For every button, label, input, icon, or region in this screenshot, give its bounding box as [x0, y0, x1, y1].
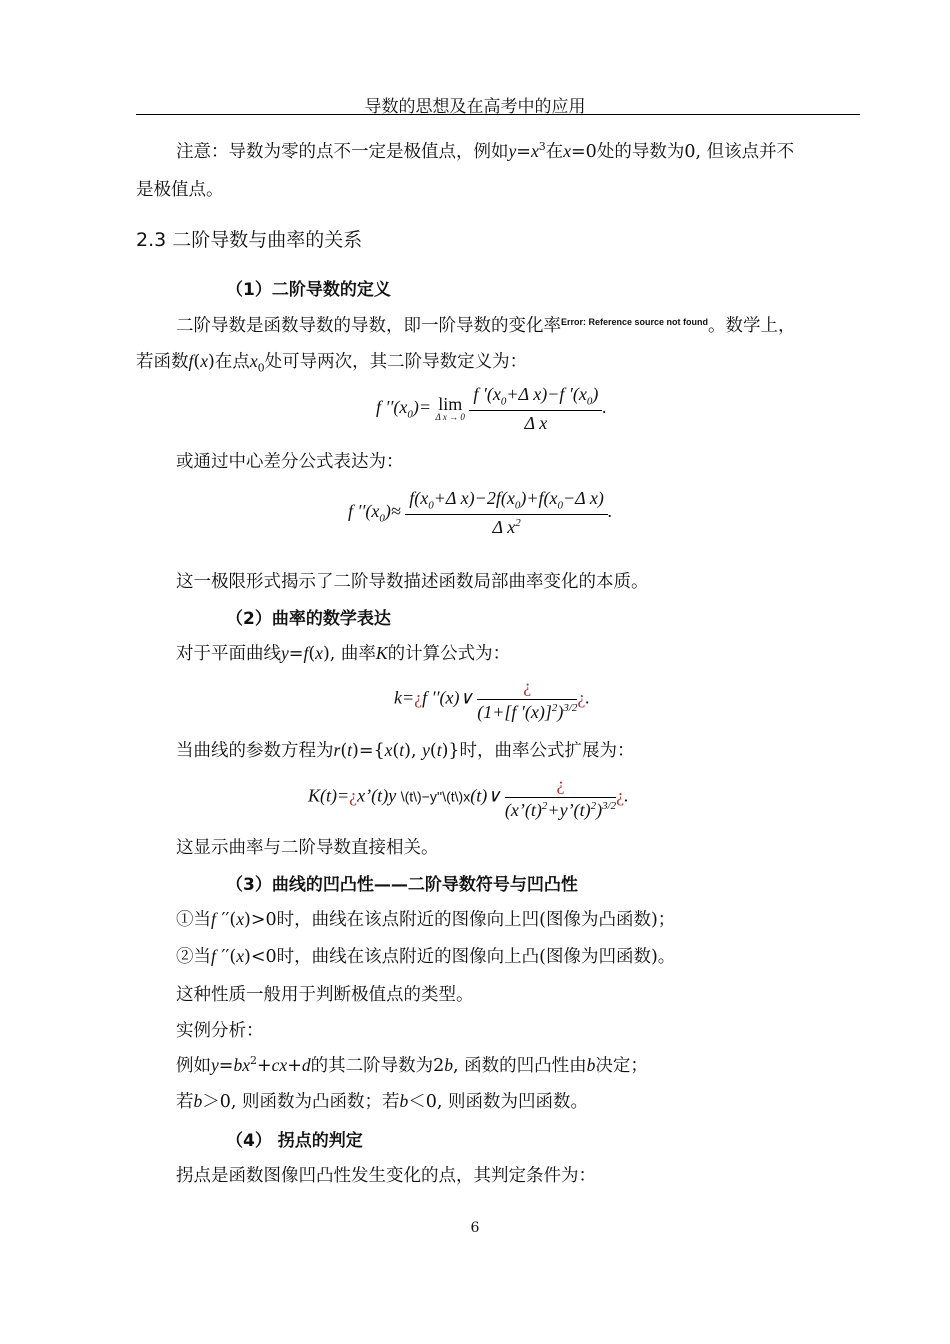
- p5-text-a: 对于平面曲线: [176, 644, 281, 664]
- fraction-limit: $\frac{f '(x_0+\Delta x)-f '(x_0)}{\text{Δ x}}$: [469, 384, 602, 434]
- subsection-title-4: （4） 拐点的判定: [226, 1131, 363, 1151]
- p11-text-b: ＞0, 则函数为凸函数；若: [202, 1092, 400, 1112]
- paragraph-curvature-essence: 这一极限形式揭示了二阶导数描述函数局部曲率变化的本质。: [176, 572, 649, 592]
- paragraph-central-difference: 或通过中心差分公式表达为：: [176, 452, 404, 472]
- paragraph-inflection: 拐点是函数图像凹凸性发生变化的点，其判定条件为：: [176, 1166, 596, 1186]
- paragraph-usage: 这种性质一般用于判断极值点的类型。: [176, 985, 474, 1005]
- fraction-parametric: $\frac{¿}{(x’(t)^2+y’(t)^2)^{3/2}}$: [504, 774, 617, 820]
- p10-text-d: 决定；: [595, 1056, 648, 1076]
- math-y-eq-x3: y: [508, 141, 517, 161]
- subsection-title-1: （1）二阶导数的定义: [226, 280, 391, 300]
- formula-curvature: k=¿f ′′(x)∨ $\frac{¿}{(1+[f '(x)]^2)^{3/2}}$ ¿.: [394, 676, 590, 722]
- lim-operator: lim Δ x → 0: [435, 394, 465, 423]
- fraction-curvature: $\frac{¿}{(1+[f '(x)]^2)^{3/2}}$: [477, 676, 578, 722]
- list-item-concave: ①当f ′′(x)>0时，曲线在该点附近的图像向上凹(图像为凸函数)；: [176, 909, 676, 930]
- paragraph-relation: 这显示曲率与二阶导数直接相关。: [176, 838, 439, 858]
- reference-error: Error: Reference source not found: [561, 317, 709, 327]
- p11-text-a: 若: [176, 1092, 194, 1112]
- p5-text-b: , 曲率: [329, 644, 376, 664]
- paragraph-example-cases: 若b＞0, 则函数为凸函数；若b＜0, 则函数为凹函数。: [176, 1091, 589, 1112]
- p5-text-c: 的计算公式为：: [387, 644, 511, 664]
- fraction-central-difference: $\frac{f(x_0+\Delta x)-2f(x_0)+f(x_0-\Delta x)}{\Delta x^2}$: [405, 488, 608, 538]
- formula-limit-definition: f $''(x_0)= \lim$ Δ x → 0 $\frac{f '(x_0+\Delta x)-f '(x_0)}{\text{Δ x}}$ .: [376, 384, 607, 433]
- p6-text-b: 时，曲率公式扩展为：: [459, 741, 635, 761]
- p6-text-a: 当曲线的参数方程为: [176, 741, 334, 761]
- p10-text-a: 例如: [176, 1056, 211, 1076]
- item2-prefix: ②当: [176, 947, 211, 967]
- page-number: 6: [470, 1220, 480, 1236]
- running-header: 导数的思想及在高考中的应用: [364, 97, 586, 117]
- list-item-convex: ②当f ′′(x)<0时，曲线在该点附近的图像向上凸(图像为凹函数)。: [176, 946, 676, 967]
- item1-prefix: ①当: [176, 910, 211, 930]
- p2-text-c: 若函数: [136, 352, 189, 372]
- p10-text-b: 的其二阶导数为: [310, 1056, 434, 1076]
- paragraph-second-derivative-cont: 若函数f(x)在点$x_0$处可导两次，其二阶导数定义为：: [136, 351, 528, 375]
- note-text-c: 处的导数为0, 但该点并不: [596, 142, 795, 162]
- p2-text-b: 。数学上，: [708, 316, 796, 336]
- note-text-b: 在: [545, 142, 564, 162]
- paragraph-second-derivative: [176, 312, 866, 337]
- p10-text-c: , 函数的凹凸性由: [453, 1056, 587, 1076]
- p2-text-a: 二阶导数是函数导数的导数，即一阶导数的变化率: [176, 316, 561, 336]
- item2-text: 时，曲线在该点附近的图像向上凸(图像为凹函数)。: [276, 947, 676, 967]
- p2-text-e: 处可导两次，其二阶导数定义为：: [264, 352, 528, 372]
- note-text-a: 注意：导数为零的点不一定是极值点，例如: [176, 142, 509, 162]
- subsection-title-2: （2）曲率的数学表达: [226, 609, 391, 629]
- header-rule: [136, 114, 860, 115]
- paragraph-note-cont: 是极值点。: [136, 180, 224, 200]
- formula-central-difference: f $''(x_0)\approx$ $\frac{f(x_0+\Delta x)-2f(x_0)+f(x_0-\Delta x)}{\Delta x^2}$ .: [348, 488, 613, 537]
- p2-text-d: 在点: [214, 352, 250, 372]
- section-title: 2.3 二阶导数与曲率的关系: [136, 229, 363, 251]
- paragraph-example: 例如$y=bx^2+cx+d$的其二阶导数为2b, 函数的凹凸性由b决定；: [176, 1054, 648, 1076]
- paragraph-note: 注意：导数为零的点不一定是极值点，例如$y=x^3$在x=0处的导数为0, 但该点并不: [176, 140, 795, 162]
- paragraph-curvature-formula: 对于平面曲线y=f(x), 曲率K的计算公式为：: [176, 643, 511, 664]
- paragraph-parametric: 当曲线的参数方程为r(t)={x(t), y(t)}时，曲率公式扩展为：: [176, 740, 635, 761]
- formula-parametric-curvature: K(t)=¿x’(t)y \(t\)−y''\(t\)x(t)∨ $\frac{¿}{(x’(t)^2+y’(t)^2)^{3/2}}$ ¿.: [308, 774, 629, 820]
- item1-text: 时，曲线在该点附近的图像向上凹(图像为凸函数)；: [276, 910, 676, 930]
- paragraph-example-heading: 实例分析：: [176, 1021, 264, 1041]
- subsection-title-3: （3）曲线的凹凸性——二阶导数符号与凹凸性: [226, 875, 578, 895]
- p11-text-c: ＜0, 则函数为凹函数。: [408, 1092, 589, 1112]
